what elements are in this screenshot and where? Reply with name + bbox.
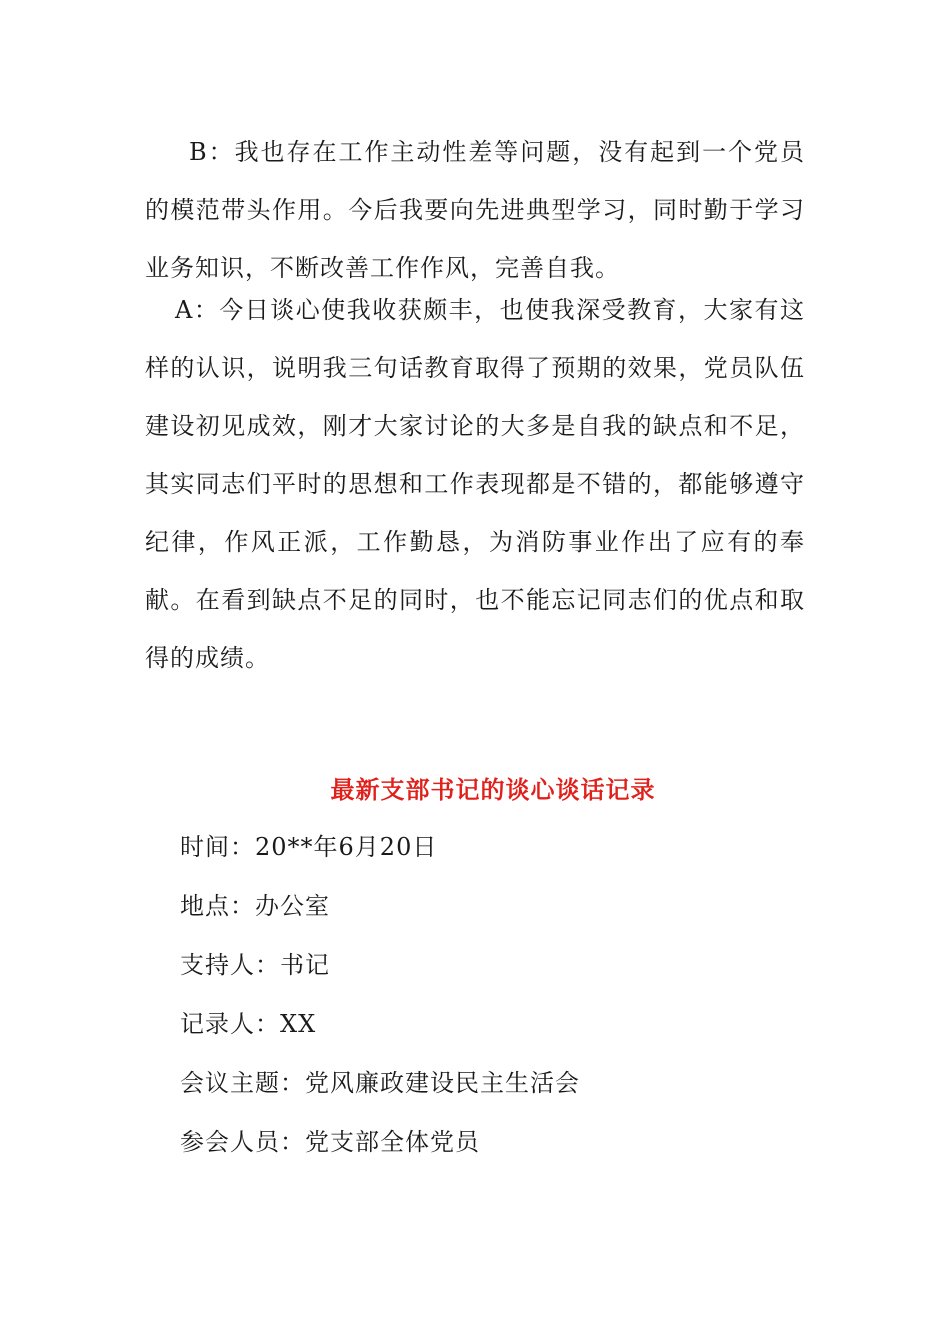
record-recorder: 记录人：XX xyxy=(180,1010,317,1038)
record-attendees: 参会人员：党支部全体党员 xyxy=(180,1128,480,1156)
record-place: 地点：办公室 xyxy=(180,892,330,920)
record-topic: 会议主题：党风廉政建设民主生活会 xyxy=(180,1069,580,1097)
record-title: 最新支部书记的谈心谈话记录 xyxy=(330,775,656,804)
record-host: 支持人：书记 xyxy=(180,951,330,979)
record-time: 时间：20**年6月20日 xyxy=(180,833,438,861)
dialogue-paragraph-b: B：我也存在工作主动性差等问题，没有起到一个党员的模范带头作用。今后我要向先进典型学习，同时勤于学习业务知识，不断改善工作作风，完善自我。 xyxy=(145,138,805,282)
dialogue-paragraph-a: A：今日谈心使我收获颇丰，也使我深受教育，大家有这样的认识，说明我三句话教育取得了预期的效果，党员队伍建设初见成效，刚才大家讨论的大多是自我的缺点和不足，其实同志们平时的思想和工作表现都是不错的，都能够遵守纪律，作风正派，工作勤恳，为消防事业作出了应有的奉献。在看到缺点不足的同时，也不能忘记同志们的优点和取得的成绩。 xyxy=(145,296,805,672)
